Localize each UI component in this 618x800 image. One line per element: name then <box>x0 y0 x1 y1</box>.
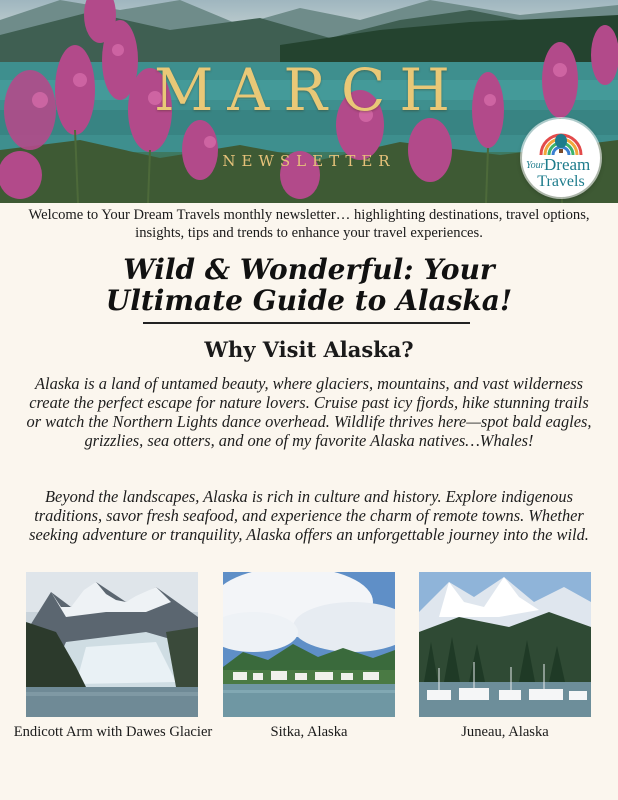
brand-logo <box>522 119 600 197</box>
photo-endicott-arm <box>26 572 198 717</box>
logo-text-your: Your <box>526 160 545 171</box>
section-title: Why Visit Alaska? <box>204 337 414 362</box>
hot-air-balloon-rainbow-icon <box>538 127 584 157</box>
photo-juneau <box>419 572 591 717</box>
photo-sitka <box>223 572 395 717</box>
caption-juneau: Juneau, Alaska <box>461 724 549 740</box>
caption-endicott-arm: Endicott Arm with Dawes Glacier <box>13 724 213 740</box>
paragraph-culture: Beyond the landscapes, Alaska is rich in culture and history. Explore indigenous traditions, savor fresh seafood, and experience the charm of remote towns. Whether seeking adventure or tranquility, Alaska offers an unforgettable journey into the wild. <box>29 487 589 544</box>
intro-text: Welcome to Your Dream Travels monthly newsletter… highlighting destinations, travel options, insights, tips and trends to enhance your travel experiences. <box>28 207 590 241</box>
caption-sitka: Sitka, Alaska <box>270 724 348 740</box>
paragraph-why-visit: Alaska is a land of untamed beauty, where glaciers, mountains, and vast wilderness create the perfect escape for nature lovers. Cruise past icy fjords, hike stunning trails or watch the Northern Lights dance overhead. Wildlife thrives here—spot bald eagles, grizzlies, sea otters, and one of my favorite Alaska natives…Whales! <box>26 374 592 450</box>
headline <box>0 254 618 316</box>
headline-line-1: Wild & Wonderful: Your <box>123 253 495 286</box>
newsletter-subtitle: NEWSLETTER <box>222 152 396 170</box>
logo-text-travels: Travels <box>537 173 585 190</box>
headline-line-2: Ultimate Guide to Alaska! <box>105 284 513 317</box>
logo-text-dream: Dream <box>544 155 591 174</box>
headline-divider <box>143 322 470 324</box>
newsletter-month-title: MARCH <box>154 56 464 124</box>
hero-banner <box>0 0 618 203</box>
